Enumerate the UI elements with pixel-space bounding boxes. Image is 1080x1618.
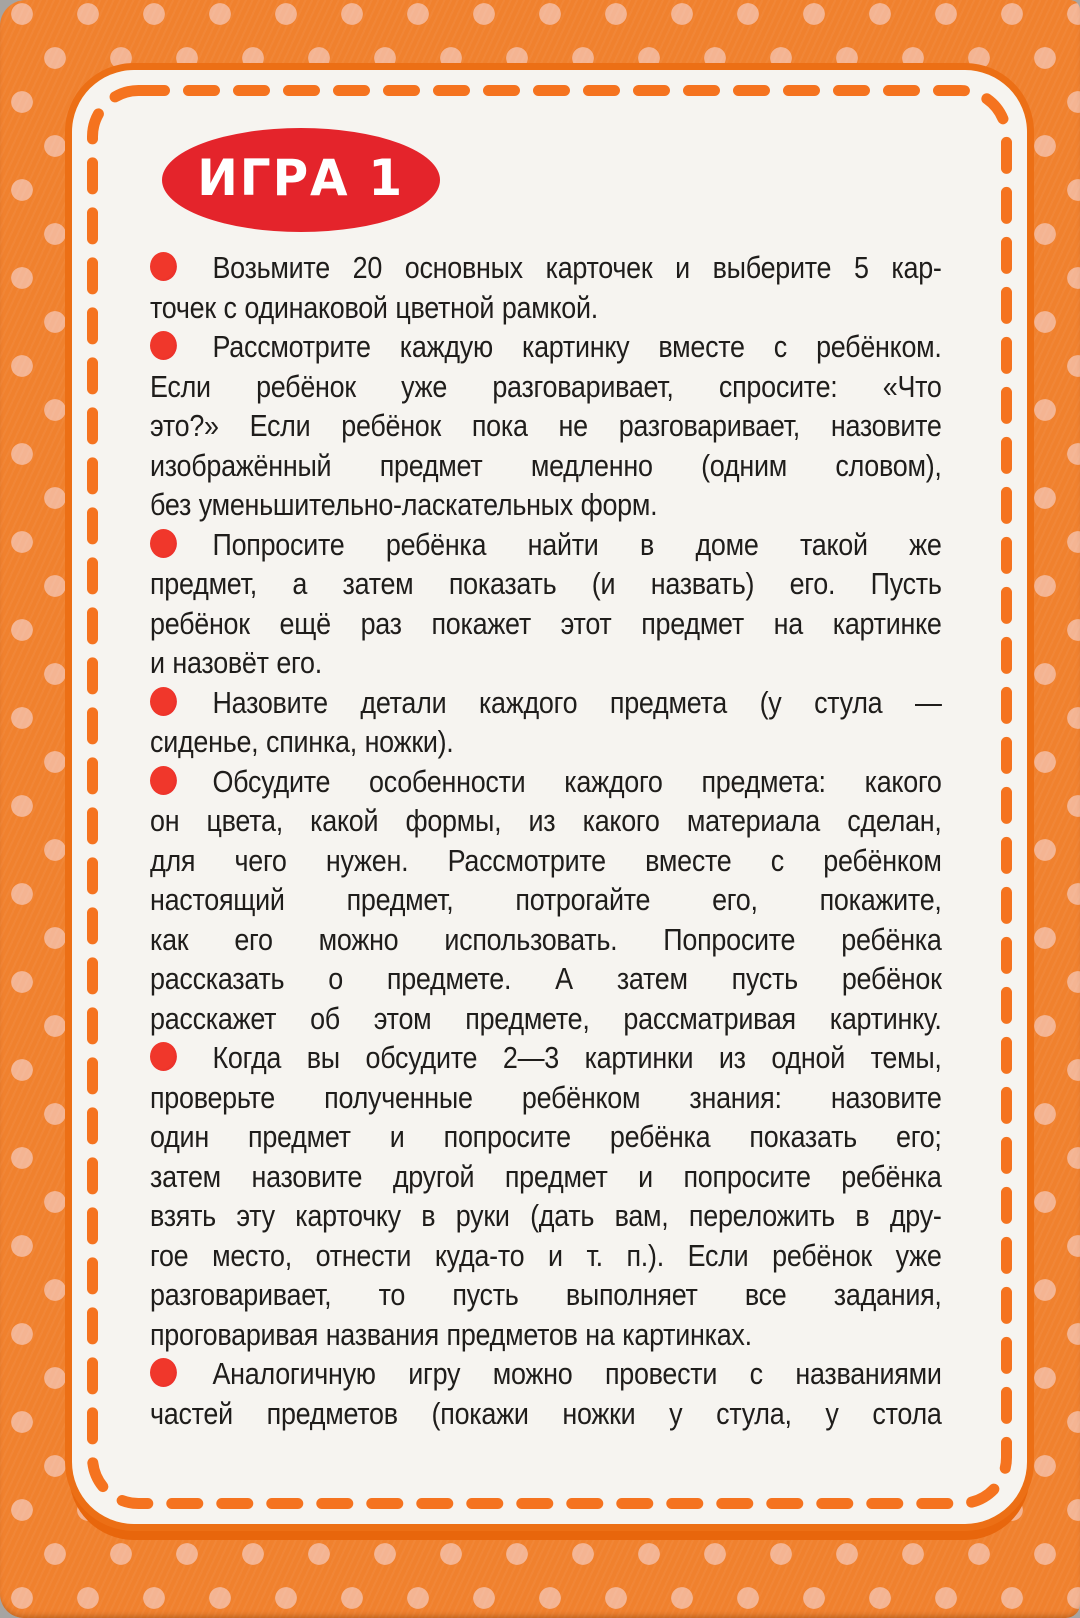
text-line: он цвета, какой формы, из какого материала сделан,	[150, 803, 942, 838]
game-badge	[162, 128, 440, 232]
text-line: разговаривает, то пусть выполняет все задания,	[150, 1277, 942, 1312]
text-line: точек с одинаковой цветной рамкой.	[150, 289, 598, 325]
text-line: Обсудите особенности каждого предмета: какого	[150, 762, 942, 802]
text-line: и назовёт его.	[150, 645, 322, 680]
bullet-icon	[150, 1042, 177, 1071]
bullet-icon	[150, 687, 177, 716]
bullet-icon	[150, 252, 177, 281]
text-line: это?» Если ребёнок пока не разговаривает, назовите	[150, 408, 942, 443]
text-line: рассказать о предмете. А затем пусть ребёнок	[150, 961, 942, 996]
text-line: проверьте полученные ребёнком знания: назовите	[150, 1079, 942, 1115]
text-line: Попросите ребёнка найти в доме такой же	[150, 525, 942, 565]
text-line: изображённый предмет медленно (одним словом),	[150, 447, 942, 483]
text-line: настоящий предмет, потрогайте его, покажите,	[150, 882, 942, 917]
bullet-icon	[150, 1358, 177, 1387]
text-line: гое место, отнести куда-то и т. п.). Если ребёнок уже	[150, 1237, 942, 1273]
text-line: частей предметов (покажи ножки у стула, у стола	[150, 1395, 942, 1431]
text-line: как его можно использовать. Попросите ребёнка	[150, 921, 942, 957]
text-line: Назовите детали каждого предмета (у стула —	[150, 683, 942, 723]
card-text	[150, 248, 942, 1433]
text-line: затем назовите другой предмет и попросите ребёнка	[150, 1158, 942, 1194]
text-line: взять эту карточку в руки (дать вам, переложить в дру-	[150, 1198, 942, 1233]
text-line: расскажет об этом предмете, рассматривая картинку.	[150, 1000, 942, 1036]
bullet-icon	[150, 766, 177, 795]
bullet-icon	[150, 331, 177, 360]
text-line: проговаривая названия предметов на картинках.	[150, 1316, 752, 1352]
text-line: один предмет и попросите ребёнка показать его;	[150, 1119, 942, 1154]
bullet-icon	[150, 529, 177, 558]
game-badge-label: ИГРА 1	[197, 149, 405, 207]
text-line: без уменьшительно-ласкательных форм.	[150, 487, 658, 522]
text-line: ребёнок ещё раз покажет этот предмет на картинке	[150, 605, 942, 641]
text-line: предмет, а затем показать (и назвать) его. Пусть	[150, 566, 942, 601]
text-line: Когда вы обсудите 2—3 картинки из одной темы,	[150, 1038, 942, 1078]
instruction-card	[72, 70, 1027, 1524]
text-line: Если ребёнок уже разговаривает, спросите: «Что	[150, 368, 942, 404]
text-line: сиденье, спинка, ножки).	[150, 724, 454, 759]
text-line: Аналогичную игру можно провести с названиями	[150, 1354, 942, 1394]
text-line: Возьмите 20 основных карточек и выберите 5 кар-	[150, 248, 942, 288]
text-line: для чего нужен. Рассмотрите вместе с ребёнком	[150, 842, 942, 878]
text-line: Рассмотрите каждую картинку вместе с ребёнком.	[150, 327, 942, 367]
